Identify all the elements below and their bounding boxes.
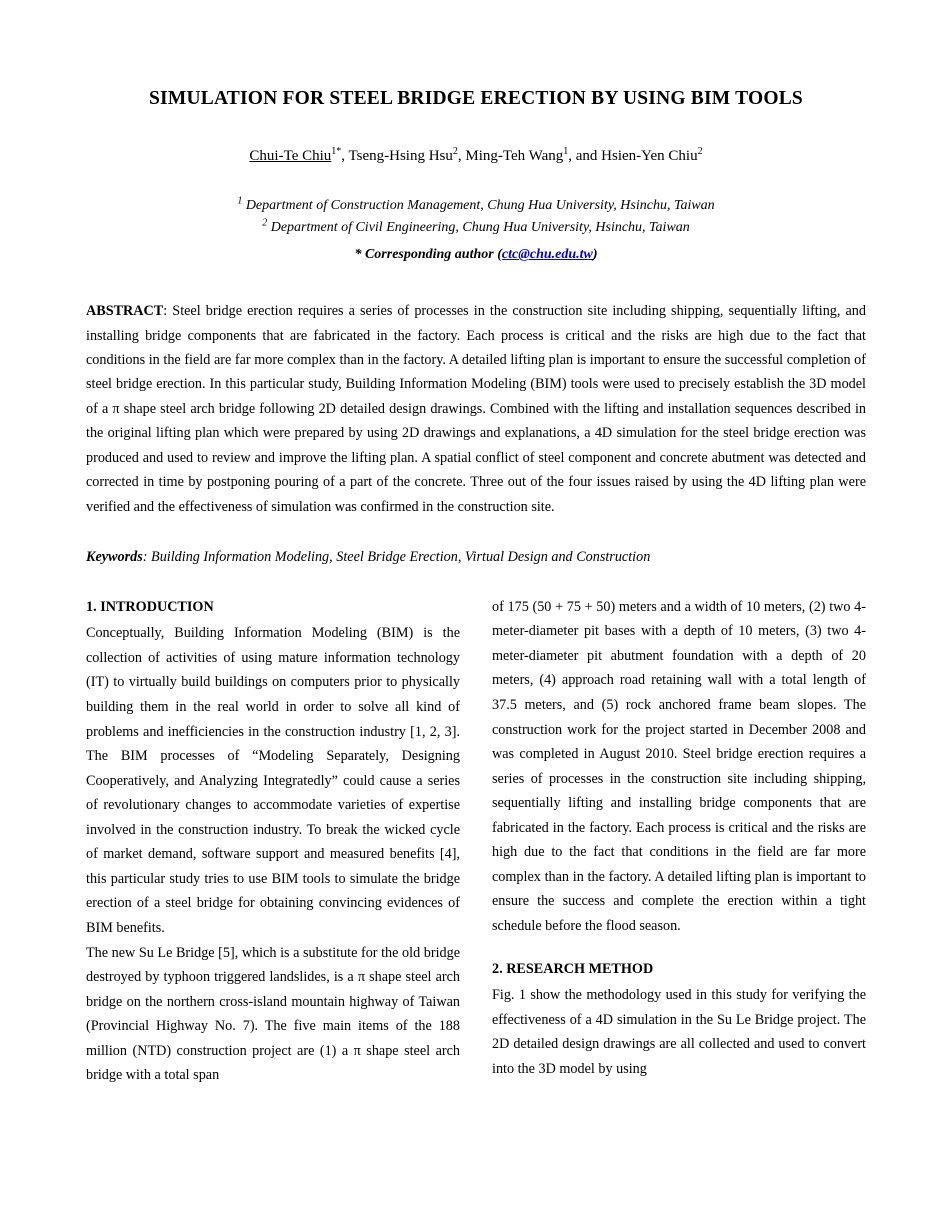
body-columns bbox=[86, 595, 866, 1088]
corresponding-author bbox=[86, 247, 866, 263]
affiliation-text-1: Department of Construction Management, Chung Hua University, Hsinchu, Taiwan bbox=[245, 197, 715, 213]
section-heading-research-method: 2. RESEARCH METHOD bbox=[492, 960, 654, 977]
keywords-text: : Building Information Modeling, Steel Bridge Erection, Virtual Design and Construction bbox=[142, 549, 651, 566]
section-heading-introduction: 1. INTRODUCTION bbox=[86, 598, 214, 615]
paragraph-intro-3: of 175 (50 + 75 + 50) meters and a width of 10 meters, (2) two 4-meter-diameter pit bases with a depth of 10 meters, (3) two 4-meter-diameter pit abutment foundation with a depth of 20 meters, (4) approach road retaining wall with a total length of 37.5 meters, and (5) rock anchored frame beam slopes. The construction work for the project started in December 2008 and was completed in August 2010. Steel bridge erection requires a series of processes in the construction site including shipping, sequentially lifting and installing bridge components that are fabricated in the factory. Each process is critical and the risks are high due to the fact that conditions in the field are far more complex than in the factory. A detailed lifting plan is important to ensure the success and complete the erection within a tight schedule before the flood season. bbox=[492, 598, 866, 935]
column-spacer bbox=[492, 939, 866, 957]
page-title: SIMULATION FOR STEEL BRIDGE ERECTION BY USING BIM TOOLS bbox=[149, 88, 803, 109]
affiliation-sup-2: 2 bbox=[262, 216, 268, 228]
author-name-2: , Tseng-Hsing Hsu bbox=[341, 148, 453, 165]
corresponding-email-link[interactable]: ctc@chu.edu.tw bbox=[501, 247, 593, 263]
affiliations bbox=[86, 195, 866, 238]
keywords-block bbox=[86, 546, 866, 569]
author-sup-4: 2 bbox=[697, 146, 703, 158]
author-name-3: , Ming-Teh Wang bbox=[457, 148, 564, 165]
keywords-label: Keywords bbox=[86, 549, 143, 566]
paragraph-method-1: Fig. 1 show the methodology used in this study for verifying the effectiveness of a 4D simulation in the Su Le Bridge project. The 2D detailed design drawings are all collected and used to convert into the 3D model by using bbox=[492, 987, 866, 1077]
corresponding-prefix: * Corresponding author ( bbox=[354, 247, 502, 263]
paragraph-intro-2: The new Su Le Bridge [5], which is a substitute for the old bridge destroyed by typhoon triggered landslides, is a π shape steel arch bridge on the northern cross-island mountain highway of Taiwan (Provincial Highway No. 7). The five main items of the 188 million (NTD) construction project are (1) a π shape steel arch bridge with a total span bbox=[86, 944, 460, 1084]
paragraph-intro-1: Conceptually, Building Information Modeling (BIM) is the collection of activities of using mature information technology (IT) to virtually build buildings on computers prior to physically building them in the real world in order to solve all kind of problems and inefficiencies in the construction industry [1, 2, 3]. The BIM processes of “Modeling Separately, Designing Cooperatively, and Analyzing Integratedly” could cause a series of revolutionary changes to accommodate varieties of expertise involved in the construction industry. To break the wicked cycle of market demand, software support and measured benefits [4], this particular study tries to use BIM tools to simulate the bridge erection of a steel bridge for obtaining convincing evidences of BIM benefits. bbox=[86, 625, 460, 937]
abstract-label: ABSTRACT bbox=[86, 303, 164, 320]
abstract-text: : Steel bridge erection requires a series of processes in the construction site including shipping, sequentially lifting, and installing bridge components that are fabricated in the factory. Each process is critical and the risks are high due to the fact that conditions in the field are far more complex than in the factory. A detailed lifting plan is important to ensure the successful completion of steel bridge erection. In this particular study, Building Information Modeling (BIM) tools were used to precisely establish the 3D model of a π shape steel arch bridge following 2D detailed design drawings. Combined with the lifting and installation sequences described in the original lifting plan which were prepared by using 2D drawings and explanations, a 4D simulation for the steel bridge erection was produced and used to review and improve the lifting plan. A spatial conflict of steel component and concrete abutment was detected and corrected in time by postponing pouring of a part of the concrete. Three out of the four issues raised by using the 4D lifting plan were verified and the effectiveness of simulation was confirmed in the construction site. bbox=[86, 303, 866, 515]
author-list bbox=[86, 147, 866, 167]
author-sup-3: 1 bbox=[563, 146, 569, 158]
right-column bbox=[492, 595, 866, 1088]
author-sup-1: 1* bbox=[331, 146, 342, 158]
affiliation-sup-1: 1 bbox=[237, 195, 243, 207]
affiliation-1 bbox=[86, 195, 866, 217]
affiliation-2 bbox=[86, 217, 866, 239]
corresponding-suffix: ) bbox=[592, 247, 598, 263]
author-name-1: Chui-Te Chiu bbox=[249, 148, 332, 165]
affiliation-text-2: Department of Civil Engineering, Chung Hua University, Hsinchu, Taiwan bbox=[270, 219, 690, 235]
abstract-block bbox=[86, 299, 866, 519]
left-column bbox=[86, 595, 460, 1088]
author-name-4: , and Hsien-Yen Chiu bbox=[568, 148, 698, 165]
author-sup-2: 2 bbox=[452, 146, 458, 158]
